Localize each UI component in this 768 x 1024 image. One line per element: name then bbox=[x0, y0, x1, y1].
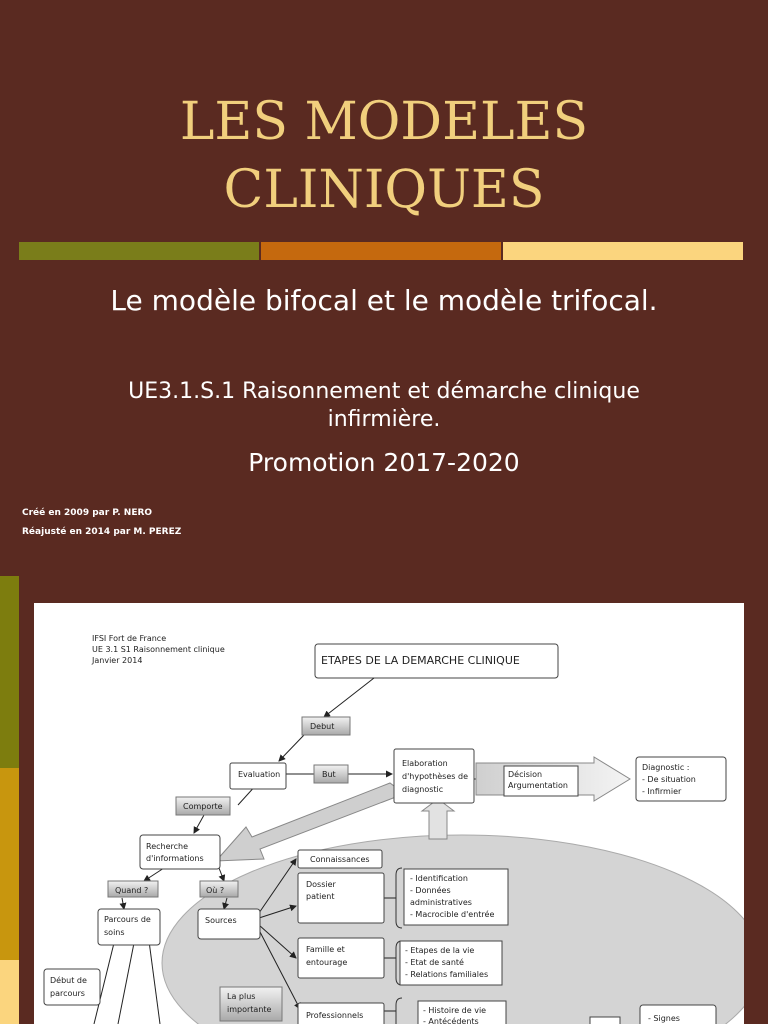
debut-parcours-box bbox=[44, 969, 100, 1005]
identification-line-1: - Identification bbox=[410, 874, 468, 883]
slide-title bbox=[0, 88, 768, 224]
debut-parcours-line-1: Début de bbox=[50, 976, 87, 985]
diagnostic-line-2: - De situation bbox=[642, 775, 696, 784]
diagram-panel bbox=[34, 603, 744, 1024]
diagram-header-3: Janvier 2014 bbox=[92, 656, 143, 665]
course-title bbox=[60, 378, 708, 434]
decision-line-1: Décision bbox=[508, 770, 543, 779]
famille-line-1: Famille et bbox=[306, 945, 345, 954]
etapes-line-1: - Etapes de la vie bbox=[405, 946, 475, 955]
divider-yellow bbox=[503, 242, 743, 260]
elaboration-line-2: d'hypothèses de bbox=[402, 772, 468, 781]
recherche-box bbox=[140, 835, 220, 869]
up-arrow bbox=[422, 799, 454, 839]
divider-green bbox=[19, 242, 259, 260]
signes-text: - Signes bbox=[648, 1014, 680, 1023]
divider-orange bbox=[261, 242, 501, 260]
main-title-text: ETAPES DE LA DEMARCHE CLINIQUE bbox=[321, 654, 520, 667]
plus-importante-line-2: importante bbox=[227, 1005, 272, 1014]
evaluation-text: Evaluation bbox=[238, 770, 281, 779]
parcours-line-1: Parcours de bbox=[104, 915, 151, 924]
dossier-line-2: patient bbox=[306, 892, 335, 901]
elaboration-line-1: Elaboration bbox=[402, 759, 448, 768]
sidebar-stripe-yellow bbox=[0, 960, 19, 1024]
etapes-line-2: - Etat de santé bbox=[405, 958, 464, 967]
diagram-header-1: IFSI Fort de France bbox=[92, 634, 167, 643]
diagram-header-2: UE 3.1 S1 Raisonnement clinique bbox=[92, 645, 225, 654]
sidebar-stripe-mustard bbox=[0, 768, 19, 960]
promotion: Promotion 2017-2020 bbox=[248, 448, 520, 477]
parcours-line-2: soins bbox=[104, 928, 125, 937]
connaissances-text: Connaissances bbox=[310, 855, 370, 864]
title-line-2: CLINIQUES bbox=[223, 160, 545, 220]
clinical-process-diagram bbox=[34, 603, 744, 1024]
professionnels-text: Professionnels bbox=[306, 1011, 364, 1020]
elaboration-line-3: diagnostic bbox=[402, 785, 444, 794]
subtitle: Le modèle bifocal et le modèle trifocal. bbox=[110, 284, 658, 317]
small-bottom-box bbox=[590, 1017, 620, 1024]
diagnostic-line-1: Diagnostic : bbox=[642, 763, 690, 772]
decision-line-2: Argumentation bbox=[508, 781, 568, 790]
recherche-line-1: Recherche bbox=[146, 842, 189, 851]
plus-importante-line-1: La plus bbox=[227, 992, 256, 1001]
title-line-1: LES MODELES bbox=[179, 92, 589, 152]
credit-created: Créé en 2009 par P. NERO bbox=[22, 508, 153, 518]
famille-line-2: entourage bbox=[306, 958, 348, 967]
debut-text: Debut bbox=[310, 722, 335, 731]
recherche-line-2: d'informations bbox=[146, 854, 204, 863]
course-line-2: infirmière. bbox=[327, 407, 441, 432]
histoire-line-1: - Histoire de vie bbox=[423, 1006, 487, 1015]
ou-text: Où ? bbox=[206, 886, 225, 895]
quand-text: Quand ? bbox=[115, 886, 149, 895]
etapes-line-3: - Relations familiales bbox=[405, 970, 489, 979]
dossier-line-1: Dossier bbox=[306, 880, 336, 889]
sidebar-stripe-olive bbox=[0, 576, 19, 768]
credit-adjusted: Réajusté en 2014 par M. PEREZ bbox=[22, 527, 182, 537]
histoire-line-2: - Antécédents bbox=[423, 1017, 479, 1024]
comporte-text: Comporte bbox=[183, 802, 223, 811]
course-line-1: UE3.1.S.1 Raisonnement et démarche clinique bbox=[128, 379, 640, 404]
debut-parcours-line-2: parcours bbox=[50, 989, 85, 998]
but-text: But bbox=[322, 770, 336, 779]
diagnostic-line-3: - Infirmier bbox=[642, 787, 682, 796]
identification-line-2: - Données bbox=[410, 886, 451, 895]
identification-line-3: administratives bbox=[410, 898, 472, 907]
identification-line-4: - Macrocible d'entrée bbox=[410, 910, 495, 919]
sources-text: Sources bbox=[205, 916, 237, 925]
